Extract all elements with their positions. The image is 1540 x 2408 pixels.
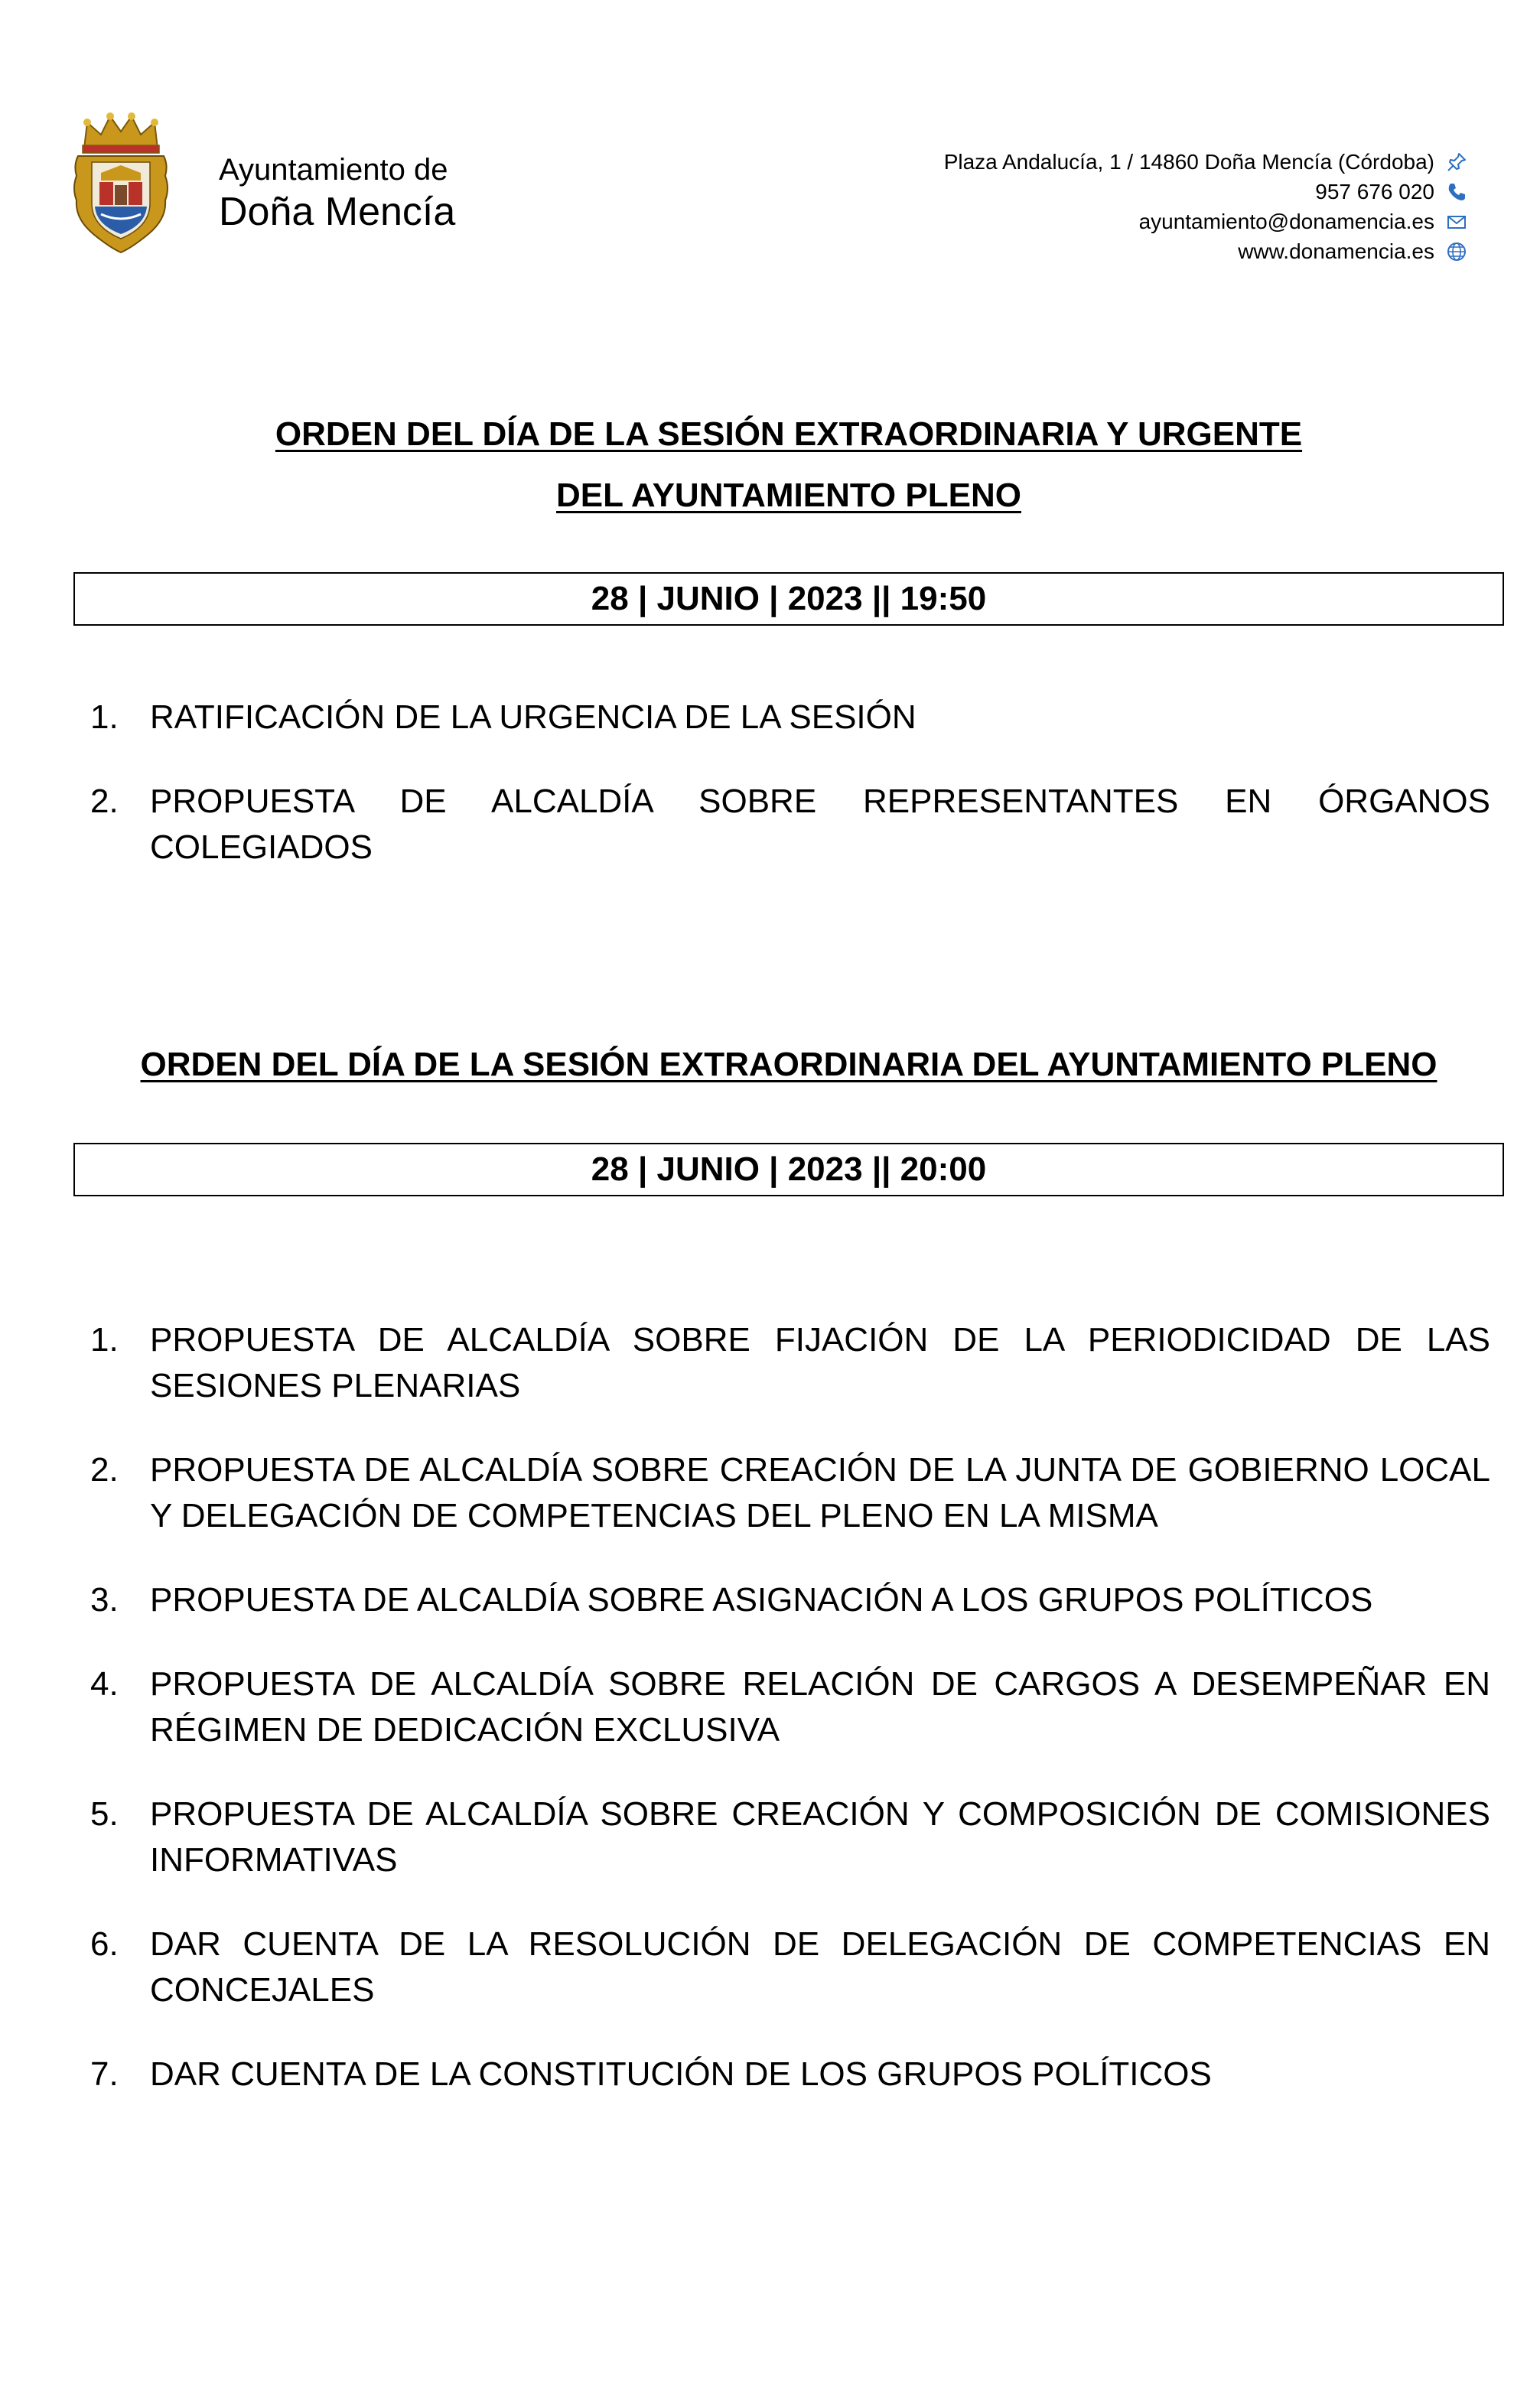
list-item [90,2052,1490,2097]
phone-icon [1444,180,1470,204]
list-item [90,1577,1490,1623]
contact-email [781,207,1470,236]
coat-of-arms-logo [70,112,171,257]
section1-title [73,404,1504,526]
item-number: 2. [90,783,119,820]
globe-icon [1444,239,1470,264]
item-number: 7. [90,2055,119,2093]
item-text: PROPUESTA DE ALCALDÍA SOBRE FIJACIÓN DE LA PERIODICIDAD DE LAS SESIONES PLENARIAS [150,1321,1490,1404]
item-number: 5. [90,1795,119,1833]
list-item [90,1317,1490,1409]
contact-phone [781,177,1470,207]
item-text: RATIFICACIÓN DE LA URGENCIA DE LA SESIÓN [150,698,917,736]
item-text: PROPUESTA DE ALCALDÍA SOBRE RELACIÓN DE CARGOS A DESEMPEÑAR EN RÉGIMEN DE DEDICACIÓN EXCLUSIVA [150,1665,1490,1749]
website-text: www.donamencia.es [1238,239,1434,263]
envelope-icon [1444,210,1470,234]
list-item [90,1791,1490,1883]
item-number: 2. [90,1451,119,1489]
org-line-1: Ayuntamiento de [219,153,448,187]
list-item [90,1661,1490,1753]
item-number: 3. [90,1581,119,1619]
org-line-2: Doña Mencía [219,190,456,234]
item-number: 4. [90,1665,119,1703]
section2-date-box: 28 | JUNIO | 2023 || 20:00 [73,1143,1504,1196]
email-text: ayuntamiento@donamencia.es [1138,209,1434,233]
item-text: DAR CUENTA DE LA CONSTITUCIÓN DE LOS GRUPOS POLÍTICOS [150,2055,1212,2093]
section2-title [73,1034,1504,1095]
organization-name [219,151,455,236]
item-text: PROPUESTA DE ALCALDÍA SOBRE REPRESENTANTES EN ÓRGANOS COLEGIADOS [150,783,1490,866]
section2-title-text: ORDEN DEL DÍA DE LA SESIÓN EXTRAORDINARIA DEL AYUNTAMIENTO PLENO [140,1046,1437,1083]
item-text: PROPUESTA DE ALCALDÍA SOBRE CREACIÓN Y COMPOSICIÓN DE COMISIONES INFORMATIVAS [150,1795,1490,1879]
list-item [90,695,1490,740]
contact-block [781,147,1470,266]
item-text: PROPUESTA DE ALCALDÍA SOBRE ASIGNACIÓN A LOS GRUPOS POLÍTICOS [150,1581,1373,1619]
section2-agenda-list [90,1317,1490,2097]
list-item [90,779,1490,870]
contact-address [781,147,1470,177]
section1-date-box: 28 | JUNIO | 2023 || 19:50 [73,572,1504,626]
item-text: DAR CUENTA DE LA RESOLUCIÓN DE DELEGACIÓN DE COMPETENCIAS EN CONCEJALES [150,1925,1490,2009]
section1-title-line-2: DEL AYUNTAMIENTO PLENO [556,477,1021,514]
pushpin-icon [1444,150,1470,174]
item-text: PROPUESTA DE ALCALDÍA SOBRE CREACIÓN DE LA JUNTA DE GOBIERNO LOCAL Y DELEGACIÓN DE COMPETENCIAS DEL PLENO EN LA MISMA [150,1451,1490,1534]
item-number: 1. [90,1321,119,1359]
address-text: Plaza Andalucía, 1 / 14860 Doña Mencía (Córdoba) [943,149,1434,174]
section1-agenda-list [90,695,1490,870]
section1-title-line-1: ORDEN DEL DÍA DE LA SESIÓN EXTRAORDINARIA Y URGENTE [275,415,1303,453]
list-item [90,1447,1490,1539]
list-item [90,1922,1490,2013]
item-number: 6. [90,1925,119,1963]
contact-web [781,236,1470,266]
item-number: 1. [90,698,119,736]
phone-text: 957 676 020 [1315,179,1434,203]
